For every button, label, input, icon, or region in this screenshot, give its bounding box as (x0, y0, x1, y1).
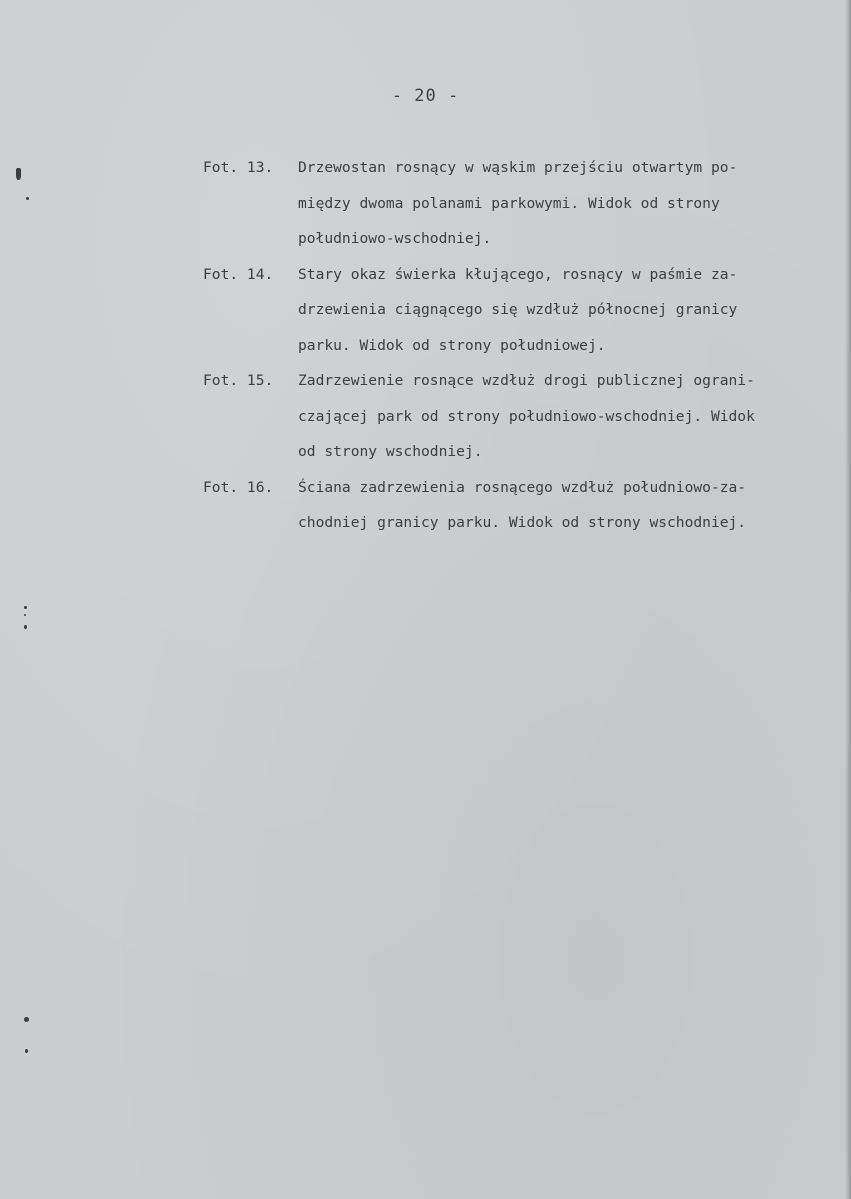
caption-line: Stary okaz świerka kłującego, rosnący w paśmie za- (298, 265, 738, 283)
scan-edge-shadow (845, 0, 851, 1199)
caption-line: drzewienia ciągnącego się wzdłuż północnej granicy (298, 301, 738, 318)
scan-speck (24, 606, 27, 609)
scan-speck (26, 197, 29, 200)
page-number: - 20 - (391, 86, 460, 106)
caption-line: między dwoma polanami parkowymi. Widok od strony (298, 194, 720, 212)
caption-line: Ściana zadrzewienia rosnącego wzdłuż południowo-za- (298, 478, 747, 496)
photo-caption (203, 470, 843, 541)
caption-label: Fot. 14. (203, 265, 274, 283)
caption-line: czającej park od strony południowo-wschodniej. Widok (298, 407, 755, 425)
caption-text (298, 363, 843, 470)
scan-speck (24, 1017, 29, 1022)
caption-line: południowo-wschodniej. (298, 230, 492, 247)
photo-caption (203, 257, 843, 364)
caption-text (298, 150, 843, 257)
caption-text (298, 470, 843, 541)
scan-speck (24, 614, 26, 616)
caption-line: parku. Widok od strony południowej. (298, 336, 606, 354)
scan-speck (16, 168, 21, 180)
caption-text (298, 257, 843, 364)
caption-label: Fot. 16. (203, 478, 274, 496)
caption-line: Drzewostan rosnący w wąskim przejściu otwartym po- (298, 159, 738, 176)
caption-line: od strony wschodniej. (298, 443, 483, 460)
caption-label: Fot. 13. (203, 159, 274, 176)
caption-label: Fot. 15. (203, 372, 274, 389)
photo-caption (203, 363, 843, 470)
scan-speck (24, 625, 27, 629)
photo-captions-list (203, 150, 843, 541)
scan-speck (25, 1049, 28, 1053)
caption-line: Zadrzewienie rosnące wzdłuż drogi publicznej ograni- (298, 372, 755, 389)
photo-caption (203, 150, 843, 257)
caption-line: chodniej granicy parku. Widok od strony wschodniej. (298, 514, 747, 531)
